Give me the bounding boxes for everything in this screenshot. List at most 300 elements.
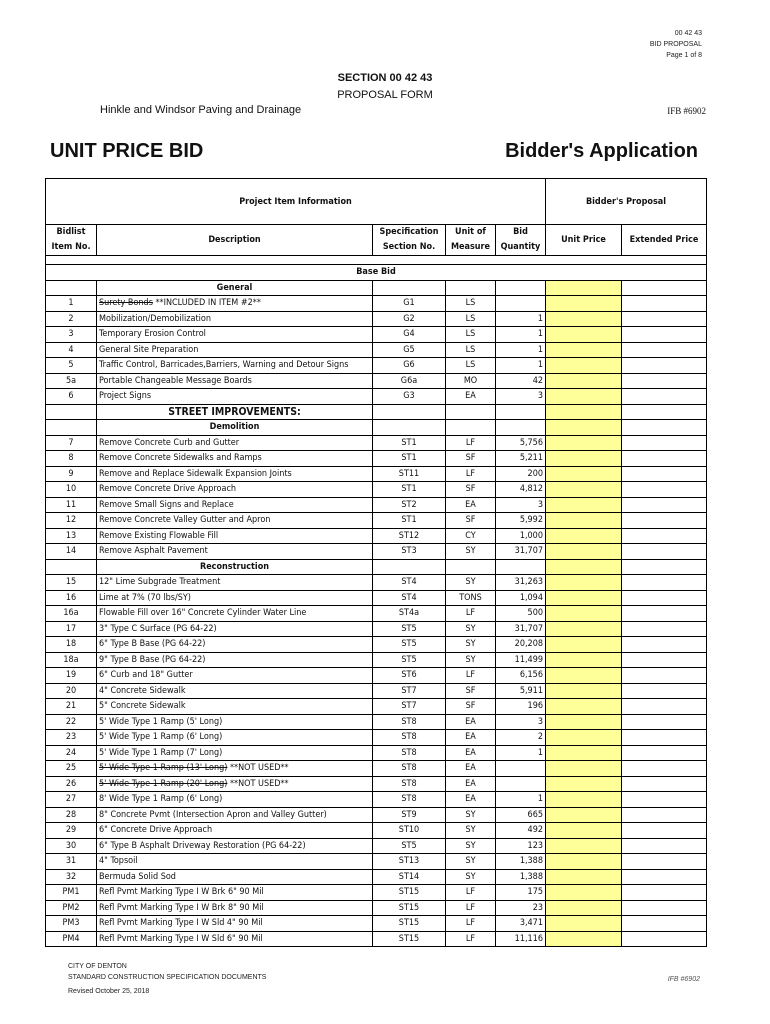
extended-price-cell	[622, 699, 707, 715]
item-number: 14	[46, 544, 97, 560]
spec-section: ST4	[373, 575, 446, 591]
sub-heading-row	[46, 559, 707, 575]
description-text: **NOT USED**	[227, 763, 289, 774]
extended-price-cell	[622, 900, 707, 916]
spec-section: ST8	[373, 730, 446, 746]
unit-price-input[interactable]	[546, 776, 622, 792]
extended-price-cell	[622, 311, 707, 327]
description-text: 6" Type B Base (PG 64-22)	[99, 639, 206, 650]
item-number: 11	[46, 497, 97, 513]
unit-of-measure: LS	[446, 358, 496, 374]
bid-quantity	[496, 776, 546, 792]
item-number: 16	[46, 590, 97, 606]
bid-quantity: 665	[496, 807, 546, 823]
bid-quantity: 123	[496, 838, 546, 854]
item-description	[97, 776, 373, 792]
unit-price-input[interactable]	[546, 838, 622, 854]
col-header-extended-price: Extended Price	[622, 225, 707, 256]
item-description	[97, 823, 373, 839]
unit-price-input[interactable]	[546, 373, 622, 389]
unit-of-measure: SY	[446, 575, 496, 591]
bid-quantity: 1,388	[496, 854, 546, 870]
unit-price-input[interactable]	[546, 854, 622, 870]
spec-section: G3	[373, 389, 446, 405]
extended-price-cell	[622, 761, 707, 777]
unit-of-measure: SF	[446, 683, 496, 699]
table-row	[46, 435, 707, 451]
unit-price-input[interactable]	[546, 621, 622, 637]
unit-price-input[interactable]	[546, 590, 622, 606]
doc-footer	[68, 961, 266, 997]
footer-city: CITY OF DENTON	[68, 963, 127, 970]
unit-price-input[interactable]	[546, 528, 622, 544]
bid-quantity: 2	[496, 730, 546, 746]
extended-price-cell	[622, 823, 707, 839]
bid-quantity: 5,211	[496, 451, 546, 467]
item-number: 20	[46, 683, 97, 699]
item-number: 5	[46, 358, 97, 374]
bid-quantity: 196	[496, 699, 546, 715]
unit-price-input[interactable]	[546, 699, 622, 715]
bid-quantity: 492	[496, 823, 546, 839]
extended-price-cell	[622, 528, 707, 544]
item-number: 31	[46, 854, 97, 870]
bid-quantity: 3,471	[496, 916, 546, 932]
extended-price-cell	[622, 327, 707, 343]
extended-price-cell	[622, 807, 707, 823]
unit-price-input[interactable]	[546, 342, 622, 358]
base-bid-header: Base Bid	[46, 265, 707, 281]
unit-price-input[interactable]	[546, 451, 622, 467]
unit-of-measure: SY	[446, 544, 496, 560]
spec-section: G6a	[373, 373, 446, 389]
item-description	[97, 699, 373, 715]
description-text: Remove Concrete Curb and Gutter	[99, 437, 240, 448]
item-number: 24	[46, 745, 97, 761]
spec-section: G2	[373, 311, 446, 327]
table-row	[46, 513, 707, 529]
item-description	[97, 311, 373, 327]
item-description	[97, 513, 373, 529]
extended-price-cell	[622, 776, 707, 792]
spec-section: ST4	[373, 590, 446, 606]
description-text: 5' Wide Type 1 Ramp (6' Long)	[99, 732, 223, 743]
extended-price-cell	[622, 466, 707, 482]
unit-price-input[interactable]	[546, 730, 622, 746]
unit-of-measure: LS	[446, 311, 496, 327]
unit-of-measure: SY	[446, 854, 496, 870]
qty-cell	[496, 559, 546, 575]
table-row	[46, 482, 707, 498]
section-heading-row	[46, 404, 707, 420]
extended-price-cell	[622, 373, 707, 389]
unit-of-measure: EA	[446, 745, 496, 761]
description-text: Portable Changeable Message Boards	[99, 375, 252, 386]
unit-price-input[interactable]	[546, 358, 622, 374]
bid-quantity	[496, 296, 546, 312]
unit-price-input[interactable]	[546, 389, 622, 405]
bid-quantity: 500	[496, 606, 546, 622]
item-number: PM3	[46, 916, 97, 932]
table-row	[46, 590, 707, 606]
table-row	[46, 327, 707, 343]
item-description	[97, 342, 373, 358]
unit-of-measure: SF	[446, 699, 496, 715]
item-number: 16a	[46, 606, 97, 622]
item-number: 18	[46, 637, 97, 653]
spacer-row	[46, 256, 707, 265]
table-row	[46, 916, 707, 932]
item-number: 7	[46, 435, 97, 451]
item-number: 25	[46, 761, 97, 777]
item-description	[97, 683, 373, 699]
description-text: General Site Preparation	[99, 344, 199, 355]
unit-of-measure: LS	[446, 327, 496, 343]
qty-cell	[496, 420, 546, 436]
item-number: 15	[46, 575, 97, 591]
section-number: SECTION 00 42 43	[337, 72, 433, 84]
unit-price-input[interactable]	[546, 637, 622, 653]
item-description	[97, 714, 373, 730]
unit-price-input[interactable]	[546, 916, 622, 932]
bid-quantity: 200	[496, 466, 546, 482]
spec-section: ST15	[373, 885, 446, 901]
item-number: 19	[46, 668, 97, 684]
item-number: 30	[46, 838, 97, 854]
unit-of-measure: EA	[446, 761, 496, 777]
item-description	[97, 869, 373, 885]
table-row	[46, 311, 707, 327]
description-text: Refl Pvmt Marking Type I W Sld 6" 90 Mil	[99, 933, 263, 944]
col-header-description: Description	[97, 225, 373, 256]
bid-quantity: 3	[496, 497, 546, 513]
item-number: 4	[46, 342, 97, 358]
extended-price-cell	[622, 869, 707, 885]
unit-of-measure: SF	[446, 513, 496, 529]
item-number: 18a	[46, 652, 97, 668]
description-text: Remove Concrete Sidewalks and Ramps	[99, 453, 262, 464]
table-row	[46, 869, 707, 885]
item-description	[97, 761, 373, 777]
unit-price-input[interactable]	[546, 885, 622, 901]
item-description	[97, 885, 373, 901]
unit-price-input[interactable]	[546, 544, 622, 560]
bid-quantity: 4,812	[496, 482, 546, 498]
extended-price-cell	[622, 792, 707, 808]
table-row	[46, 497, 707, 513]
description-text: 5' Wide Type 1 Ramp (7' Long)	[99, 747, 223, 758]
table-row	[46, 792, 707, 808]
unit-price-input[interactable]	[546, 482, 622, 498]
extended-price-cell	[622, 342, 707, 358]
spec-section: ST7	[373, 699, 446, 715]
unit-cell	[446, 420, 496, 436]
unit-price-input[interactable]	[546, 931, 622, 947]
unit-price-input[interactable]	[546, 435, 622, 451]
extended-price-cell	[622, 482, 707, 498]
subsection-heading: General	[97, 280, 373, 296]
unit-price-input[interactable]	[546, 466, 622, 482]
table-row	[46, 575, 707, 591]
spec-section: ST15	[373, 916, 446, 932]
bid-quantity: 11,116	[496, 931, 546, 947]
table-row	[46, 823, 707, 839]
item-number: 1	[46, 296, 97, 312]
spec-section: G6	[373, 358, 446, 374]
unit-of-measure: MO	[446, 373, 496, 389]
item-cell	[46, 420, 97, 436]
unit-of-measure: SF	[446, 482, 496, 498]
unit-price-input[interactable]	[546, 404, 622, 420]
unit-of-measure: SY	[446, 838, 496, 854]
unit-of-measure: SY	[446, 637, 496, 653]
bid-quantity: 31,263	[496, 575, 546, 591]
unit-price-input[interactable]	[546, 606, 622, 622]
unit-price-input[interactable]	[546, 575, 622, 591]
description-text: 8" Concrete Pvmt (Intersection Apron and Valley Gutter)	[99, 809, 327, 820]
unit-of-measure: LS	[446, 342, 496, 358]
group-header-info: Project Item Information	[46, 179, 546, 225]
table-row	[46, 528, 707, 544]
footer-docs: STANDARD CONSTRUCTION SPECIFICATION DOCUMENTS	[68, 974, 267, 981]
col-header-spec: Specification Section No.	[373, 225, 446, 256]
unit-of-measure: SF	[446, 451, 496, 467]
spec-section: ST8	[373, 745, 446, 761]
description-text: Remove Small Signs and Replace	[99, 499, 234, 510]
unit-price-input[interactable]	[546, 311, 622, 327]
unit-of-measure: TONS	[446, 590, 496, 606]
item-description	[97, 637, 373, 653]
unit-price-input[interactable]	[546, 296, 622, 312]
table-row	[46, 606, 707, 622]
unit-price-input[interactable]	[546, 683, 622, 699]
unit-price-input[interactable]	[546, 280, 622, 296]
unit-price-input[interactable]	[546, 900, 622, 916]
bid-quantity: 42	[496, 373, 546, 389]
unit-of-measure: LF	[446, 606, 496, 622]
spec-section: ST1	[373, 435, 446, 451]
spec-section: ST5	[373, 838, 446, 854]
description-text: Traffic Control, Barricades,Barriers, Warning and Detour Signs	[99, 360, 349, 371]
spec-section: G1	[373, 296, 446, 312]
unit-of-measure: SY	[446, 807, 496, 823]
extended-price-cell	[622, 652, 707, 668]
unit-price-input[interactable]	[546, 497, 622, 513]
spec-section: ST8	[373, 776, 446, 792]
table-row	[46, 761, 707, 777]
spec-section: ST11	[373, 466, 446, 482]
item-description	[97, 466, 373, 482]
unit-price-input[interactable]	[546, 745, 622, 761]
extended-price-cell	[622, 838, 707, 854]
form-title: PROPOSAL FORM	[337, 89, 433, 101]
item-description	[97, 528, 373, 544]
project-name: Hinkle and Windsor Paving and Drainage	[100, 104, 302, 116]
description-text: 6" Type B Asphalt Driveway Restoration (PG 64-22)	[99, 840, 306, 851]
bid-quantity: 1	[496, 358, 546, 374]
spec-section: ST4a	[373, 606, 446, 622]
unit-price-input[interactable]	[546, 327, 622, 343]
description-text: Refl Pvmt Marking Type I W Brk 6" 90 Mil	[99, 887, 264, 898]
description-text: Temporary Erosion Control	[99, 329, 206, 340]
description-text: 8' Wide Type 1 Ramp (6' Long)	[99, 794, 223, 805]
unit-of-measure: LF	[446, 466, 496, 482]
bid-table	[45, 178, 707, 947]
item-cell	[46, 280, 97, 296]
spec-section: ST6	[373, 668, 446, 684]
extended-price-cell	[622, 559, 707, 575]
table-row	[46, 807, 707, 823]
description-text: 4" Topsoil	[99, 856, 138, 867]
description-text: Mobilization/Demobilization	[99, 313, 211, 324]
unit-of-measure: LS	[446, 296, 496, 312]
bid-quantity: 3	[496, 714, 546, 730]
unit-price-input[interactable]	[546, 792, 622, 808]
item-cell	[46, 559, 97, 575]
extended-price-cell	[622, 916, 707, 932]
item-description	[97, 482, 373, 498]
table-row	[46, 854, 707, 870]
table-row	[46, 683, 707, 699]
item-number: 2	[46, 311, 97, 327]
description-text: Refl Pvmt Marking Type I W Sld 4" 90 Mil	[99, 918, 263, 929]
unit-price-input[interactable]	[546, 807, 622, 823]
item-number: 28	[46, 807, 97, 823]
table-row	[46, 838, 707, 854]
unit-price-input[interactable]	[546, 761, 622, 777]
extended-price-cell	[622, 885, 707, 901]
item-number: 21	[46, 699, 97, 715]
description-text: 4" Concrete Sidewalk	[99, 685, 186, 696]
unit-price-input[interactable]	[546, 714, 622, 730]
spec-section: ST2	[373, 497, 446, 513]
item-description	[97, 373, 373, 389]
spec-section: ST5	[373, 652, 446, 668]
item-description	[97, 389, 373, 405]
table-row	[46, 652, 707, 668]
item-description	[97, 900, 373, 916]
unit-of-measure: SY	[446, 869, 496, 885]
item-description	[97, 606, 373, 622]
subsection-heading: Reconstruction	[97, 559, 373, 575]
item-description	[97, 745, 373, 761]
col-header-unit-price: Unit Price	[546, 225, 622, 256]
item-description	[97, 916, 373, 932]
table-row	[46, 389, 707, 405]
bid-quantity: 31,707	[496, 544, 546, 560]
description-text: 9" Type B Base (PG 64-22)	[99, 654, 206, 665]
spec-section: ST15	[373, 931, 446, 947]
description-text: 6" Concrete Drive Approach	[99, 825, 213, 836]
spec-section: G5	[373, 342, 446, 358]
spec-section: ST15	[373, 900, 446, 916]
spec-section: ST8	[373, 714, 446, 730]
bid-quantity: 20,208	[496, 637, 546, 653]
unit-price-input[interactable]	[546, 559, 622, 575]
extended-price-cell	[622, 497, 707, 513]
table-row	[46, 637, 707, 653]
extended-price-cell	[622, 451, 707, 467]
item-number: 17	[46, 621, 97, 637]
extended-price-cell	[622, 931, 707, 947]
spec-section: ST5	[373, 621, 446, 637]
bid-quantity: 23	[496, 900, 546, 916]
unit-of-measure: LF	[446, 916, 496, 932]
bid-quantity: 5,911	[496, 683, 546, 699]
table-row	[46, 296, 707, 312]
bid-quantity: 3	[496, 389, 546, 405]
unit-of-measure: EA	[446, 714, 496, 730]
description-text: **INCLUDED IN ITEM #2**	[152, 298, 261, 309]
table-row	[46, 885, 707, 901]
page-subtitle: Bidder's Application	[505, 140, 698, 162]
extended-price-cell	[622, 745, 707, 761]
bid-quantity: 1,094	[496, 590, 546, 606]
unit-of-measure: SY	[446, 652, 496, 668]
extended-price-cell	[622, 621, 707, 637]
extended-price-cell	[622, 280, 707, 296]
description-text: 3" Type C Surface (PG 64-22)	[99, 623, 217, 634]
footer-revised: Revised October 25, 2018	[68, 988, 150, 995]
description-text: 6" Curb and 18" Gutter	[99, 670, 193, 681]
bid-quantity: 1	[496, 327, 546, 343]
page-number: Page 1 of 8	[666, 52, 702, 59]
group-header-proposal: Bidder's Proposal	[546, 179, 707, 225]
item-description	[97, 838, 373, 854]
unit-price-input[interactable]	[546, 869, 622, 885]
extended-price-cell	[622, 389, 707, 405]
col-header-qty: Bid Quantity	[496, 225, 546, 256]
description-text: Lime at 7% (70 lbs/SY)	[99, 592, 191, 603]
description-text: Project Signs	[99, 391, 152, 402]
item-number: 3	[46, 327, 97, 343]
unit-price-input[interactable]	[546, 652, 622, 668]
description-text: Remove Concrete Valley Gutter and Apron	[99, 515, 271, 526]
extended-price-cell	[622, 854, 707, 870]
description-text: 5" Concrete Sidewalk	[99, 701, 186, 712]
unit-of-measure: SY	[446, 823, 496, 839]
extended-price-cell	[622, 730, 707, 746]
item-number: 5a	[46, 373, 97, 389]
item-number: 10	[46, 482, 97, 498]
table-row	[46, 544, 707, 560]
extended-price-cell	[622, 637, 707, 653]
table-row	[46, 730, 707, 746]
spec-cell	[373, 420, 446, 436]
unit-cell	[446, 559, 496, 575]
item-description	[97, 575, 373, 591]
unit-cell	[446, 404, 496, 420]
spec-section: ST14	[373, 869, 446, 885]
qty-cell	[496, 280, 546, 296]
item-number: 27	[46, 792, 97, 808]
unit-price-input[interactable]	[546, 668, 622, 684]
item-description	[97, 621, 373, 637]
doc-type: BID PROPOSAL	[649, 41, 702, 48]
table-row	[46, 358, 707, 374]
item-number: 22	[46, 714, 97, 730]
extended-price-cell	[622, 606, 707, 622]
item-description	[97, 327, 373, 343]
table-row	[46, 931, 707, 947]
unit-of-measure: LF	[446, 885, 496, 901]
unit-price-input[interactable]	[546, 513, 622, 529]
struck-description: Surety Bonds	[99, 298, 153, 309]
item-cell	[46, 404, 97, 420]
unit-price-input[interactable]	[546, 420, 622, 436]
extended-price-cell	[622, 668, 707, 684]
unit-price-input[interactable]	[546, 823, 622, 839]
